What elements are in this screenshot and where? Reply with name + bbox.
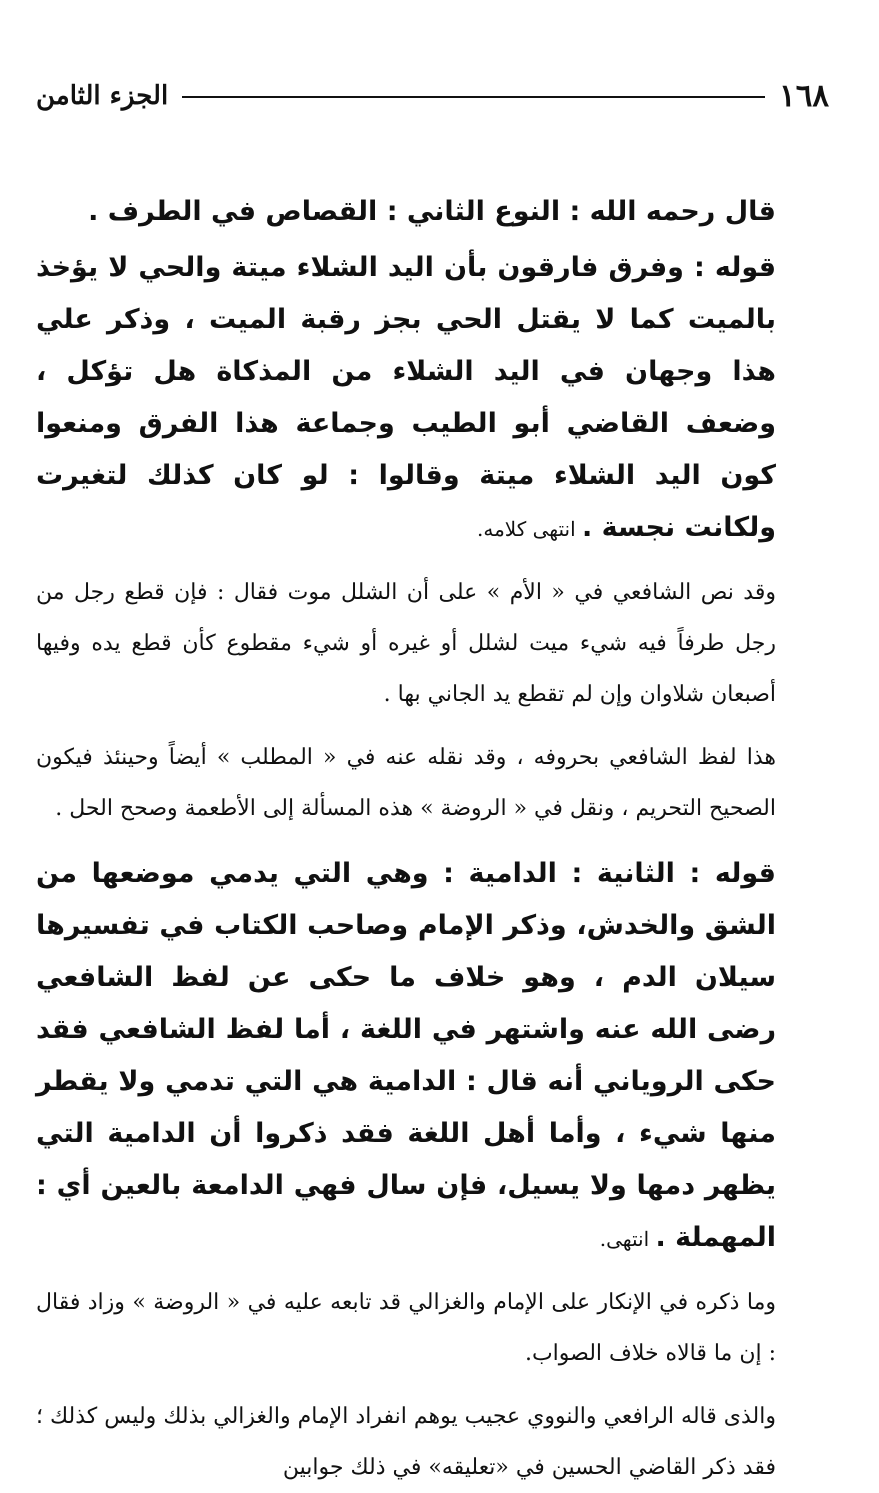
paragraph-7-text: والذى قاله الرافعي والنووي عجيب يوهم انفراد الإمام والغزالي بذلك وليس كذلك ؛ فقد ذكر القاضي الحسين في «تعليقه» في ذلك جوابين bbox=[36, 1404, 776, 1480]
paragraph-4 bbox=[36, 732, 814, 834]
paragraph-1 bbox=[36, 186, 814, 238]
body-text bbox=[36, 186, 814, 1493]
page-number: ١٦٨ bbox=[779, 78, 829, 114]
paragraph-4-text: هذا لفظ الشافعي بحروفه ، وقد نقله عنه في « المطلب » أيضاً وحينئذ فيكون الصحيح التحريم ، ونقل في « الروضة » هذه المسألة إلى الأطعمة وصحح الحل . bbox=[36, 745, 776, 821]
paragraph-6 bbox=[36, 1277, 814, 1379]
paragraph-2-tail: انتهى كلامه. bbox=[477, 517, 583, 541]
paragraph-3 bbox=[36, 567, 814, 720]
paragraph-3-text: وقد نص الشافعي في « الأم » على أن الشلل موت فقال : فإن قطع رجل من رجل طرفاً فيه شيء ميت لشلل أو غيره أو شيء مقطوع كأن قطع يده وفيها أصبعان شلاوان وإن لم تقطع يد الجاني بها . bbox=[36, 580, 776, 707]
paragraph-5-tail: انتهى. bbox=[599, 1227, 656, 1251]
paragraph-1-text: قال رحمه الله : النوع الثاني : القصاص في الطرف . bbox=[88, 196, 776, 227]
paragraph-5 bbox=[36, 848, 814, 1265]
paragraph-7 bbox=[36, 1391, 814, 1493]
running-title: الجزء الثامن bbox=[36, 81, 169, 111]
paragraph-6-text: وما ذكره في الإنكار على الإمام والغزالي قد تابعه عليه في « الروضة » وزاد فقال : إن ما قالاه خلاف الصواب. bbox=[36, 1290, 776, 1366]
paragraph-5-text: قوله : الثانية : الدامية : وهي التي يدمي موضعها من الشق والخدش، وذكر الإمام وصاحب الكتاب في تفسيرها سيلان الدم ، وهو خلاف ما حكى عن لفظ الشافعي رضى الله عنه واشتهر في اللغة ، أما لفظ الشافعي فقد حكى الروياني أنه قال : الدامية هي التي تدمي ولا يقطر منها شيء ، وأما أهل اللغة فقد ذكروا أن الدامية التي يظهر دمها ولا يسيل، فإن سال فهي الدامعة بالعين أي : المهملة . bbox=[36, 858, 776, 1253]
header-rule bbox=[182, 96, 765, 98]
paragraph-2 bbox=[36, 242, 814, 555]
page-header bbox=[36, 72, 829, 120]
paragraph-2-text: قوله : وفرق فارقون بأن اليد الشلاء ميتة والحي لا يؤخذ بالميت كما لا يقتل الحي بجز رقبة الميت ، وذكر علي هذا وجهان في اليد الشلاء من المذكاة هل تؤكل ، وضعف القاضي أبو الطيب وجماعة هذا الفرق ومنعوا كون اليد الشلاء ميتة وقالوا : لو كان كذلك لتغيرت ولكانت نجسة . bbox=[36, 252, 776, 543]
